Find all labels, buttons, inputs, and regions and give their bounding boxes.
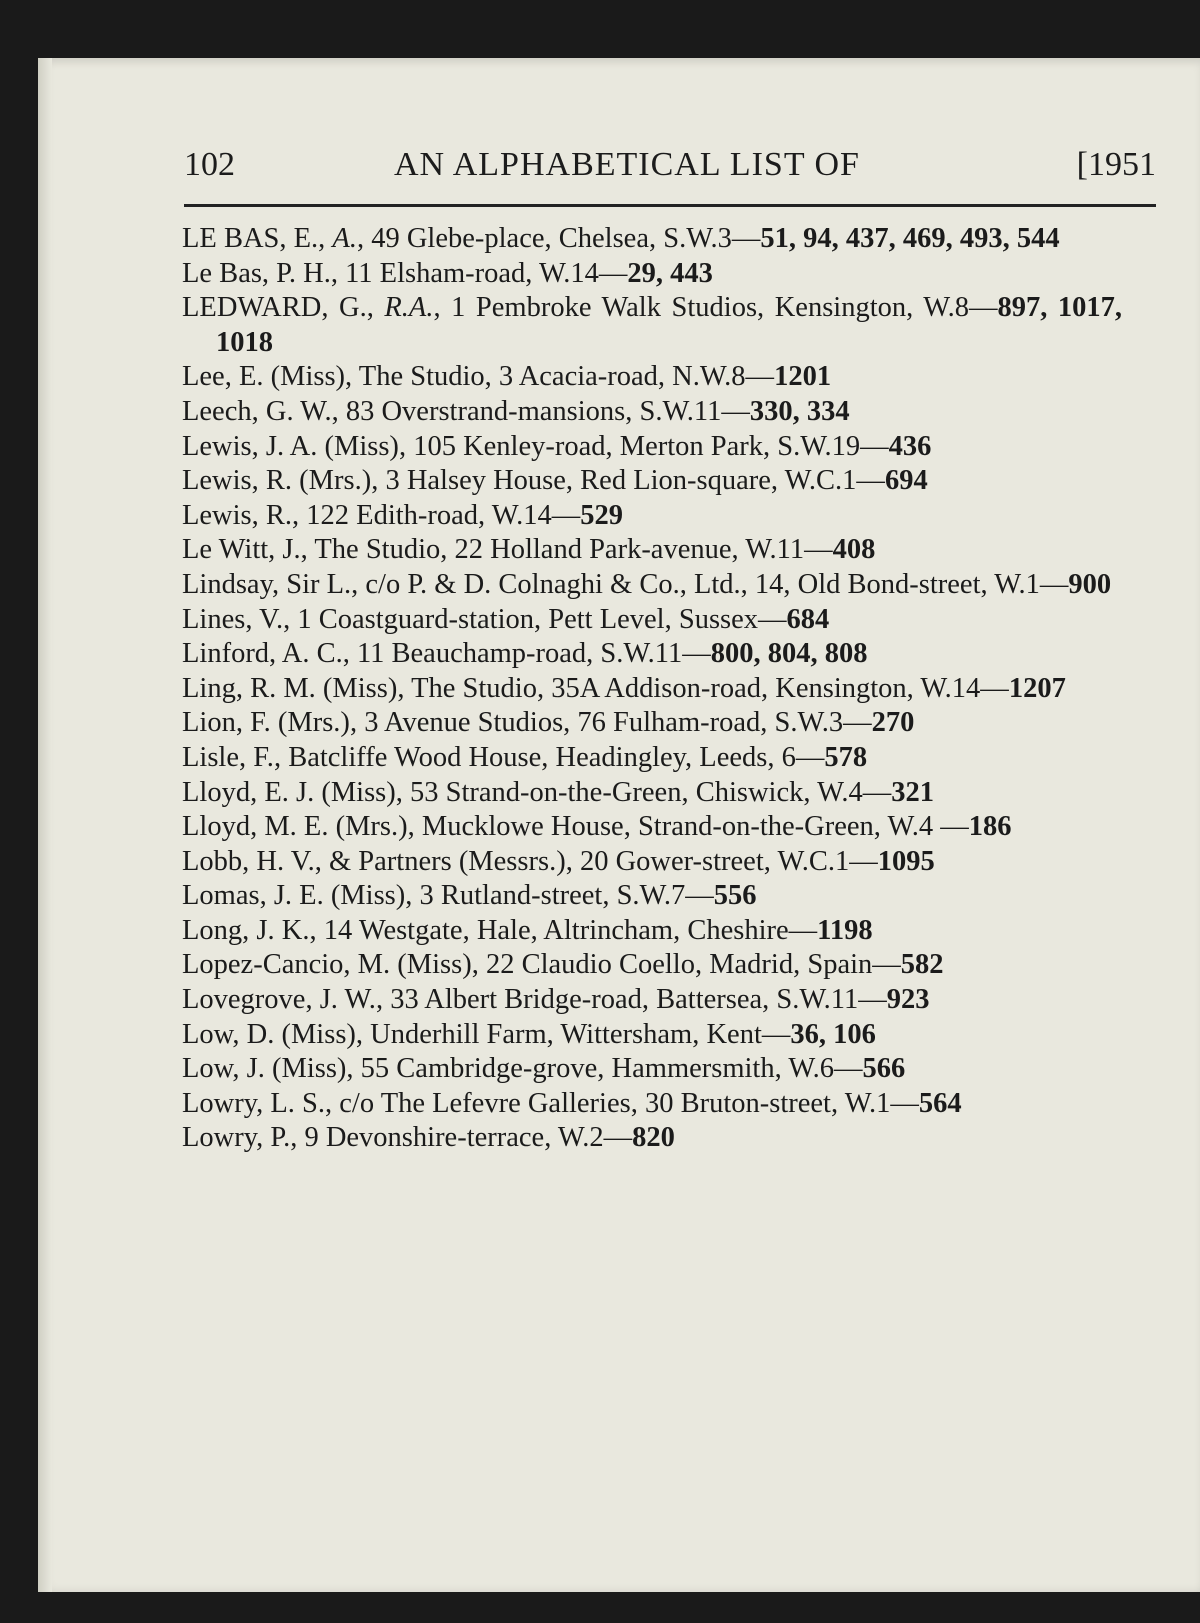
- entry-numbers: 1095: [877, 845, 935, 877]
- list-item: [182, 948, 1122, 983]
- entry-name: Lee, E. (Miss): [182, 361, 346, 393]
- list-item: [182, 672, 1122, 707]
- entry-numbers: 29, 443: [627, 257, 713, 289]
- entry-numbers: 578: [824, 741, 868, 773]
- page-header: [184, 146, 1156, 194]
- entry-address: , 53 Strand-on-the-Green, Chiswick, W.4—: [395, 776, 892, 808]
- list-item: [182, 776, 1122, 811]
- entry-numbers: 186: [968, 811, 1012, 843]
- entry-name: Leech, G. W.: [182, 395, 332, 427]
- entry-numbers: 923: [886, 984, 930, 1016]
- list-item: [182, 914, 1122, 949]
- entry-address: , 1 Pembroke Walk Studios, Kensington, W.8—: [433, 292, 998, 324]
- entry-address: , The Studio, 3 Acacia-road, N.W.8—: [345, 361, 775, 393]
- entry-address: , Underhill Farm, Wittersham, Kent—: [355, 1018, 791, 1050]
- entry-numbers: 408: [832, 534, 876, 566]
- entry-numbers: 1201: [774, 361, 832, 393]
- entry-numbers: 330, 334: [749, 395, 850, 427]
- entry-numbers: 900: [1068, 568, 1112, 600]
- entry-address: , 20 Gower-street, W.C.1—: [565, 845, 878, 877]
- list-item: [182, 568, 1122, 603]
- entry-name: Lisle, F.: [182, 741, 274, 773]
- entry-numbers: 566: [862, 1053, 906, 1085]
- entry-numbers: 270: [871, 707, 915, 739]
- entry-numbers: 321: [891, 776, 935, 808]
- entry-name: Low, J. (Miss): [182, 1053, 347, 1085]
- entry-numbers: 1207: [1008, 672, 1066, 704]
- entry-numbers: 1198: [817, 914, 873, 946]
- entry-address: , 3 Halsey House, Red Lion-square, W.C.1—: [371, 465, 885, 497]
- entry-address: , 11 Elsham-road, W.14—: [330, 257, 628, 289]
- entry-list: [182, 222, 1122, 1156]
- entry-address: , 55 Cambridge-grove, Hammersmith, W.6—: [346, 1053, 863, 1085]
- list-item: [182, 222, 1122, 257]
- page-number: 102: [184, 146, 235, 183]
- entry-name: Lloyd, E. J. (Miss): [182, 776, 396, 808]
- entry-name: Le Witt, J.: [182, 534, 301, 566]
- entry-name: Lowry, L. S.: [182, 1087, 326, 1119]
- entry-address: , The Studio, 35A Addison-road, Kensington, W.14—: [397, 672, 1009, 704]
- entry-address: , c/o The Lefevre Galleries, 30 Bruton-street, W.1—: [325, 1087, 919, 1119]
- entry-name: Le Bas, P. H.: [182, 257, 331, 289]
- list-item: [182, 499, 1122, 534]
- list-item: [182, 430, 1122, 465]
- entry-address: , The Studio, 22 Holland Park-avenue, W.11—: [300, 534, 833, 566]
- entry-numbers: 51, 94, 437, 469, 493, 544: [760, 223, 1060, 254]
- list-item: [182, 464, 1122, 499]
- entry-name: Lovegrove, J. W.: [182, 984, 376, 1016]
- entry-numbers: 556: [713, 880, 757, 912]
- entry-address: , 3 Rutland-street, S.W.7—: [405, 880, 714, 912]
- entry-numbers: 684: [786, 603, 830, 635]
- entry-name: Low, D. (Miss): [182, 1018, 356, 1050]
- entry-address: , 105 Kenley-road, Merton Park, S.W.19—: [398, 430, 889, 462]
- year-label: [1951: [1076, 146, 1156, 183]
- entry-name: Lloyd, M. E. (Mrs.): [182, 811, 408, 843]
- list-item: [182, 1052, 1122, 1087]
- entry-name: Lewis, J. A. (Miss): [182, 430, 399, 462]
- list-item: [182, 395, 1122, 430]
- entry-name: Lobb, H. V., & Partners (Messrs.): [182, 845, 566, 877]
- list-item: [182, 845, 1122, 880]
- entry-name: Lion, F. (Mrs.): [182, 707, 350, 739]
- entry-rank: R.A.: [384, 292, 434, 324]
- running-title: AN ALPHABETICAL LIST OF: [394, 146, 860, 183]
- entry-address: , 1 Coastguard-station, Pett Level, Sussex—: [283, 603, 787, 635]
- list-item: [182, 741, 1122, 776]
- entry-name: Lines, V.: [182, 603, 284, 635]
- list-item: [182, 810, 1122, 845]
- entry-address: , Mucklowe House, Strand-on-the-Green, W.4 —: [407, 811, 969, 843]
- entry-numbers: 36, 106: [790, 1018, 876, 1050]
- entry-name: Lewis, R.: [182, 499, 293, 531]
- list-item: [182, 360, 1122, 395]
- entry-name: Lowry, P.: [182, 1122, 291, 1154]
- entry-numbers: 582: [900, 949, 944, 981]
- list-item: [182, 1018, 1122, 1053]
- entry-name: Linford, A. C.: [182, 638, 343, 670]
- list-item: [182, 879, 1122, 914]
- entry-address: , 11 Beauchamp-road, S.W.11—: [342, 638, 711, 670]
- entry-name: Lewis, R. (Mrs.): [182, 465, 372, 497]
- list-item: [182, 983, 1122, 1018]
- list-item: [182, 291, 1122, 360]
- entry-name: LEDWARD, G.,: [182, 292, 385, 324]
- entry-name: Long, J. K.: [182, 914, 310, 946]
- entry-address: , c/o P. & D. Colnaghi & Co., Ltd., 14, Old Bond-street, W.1—: [351, 568, 1069, 600]
- entry-numbers: 897, 1017, 1018: [216, 292, 1123, 358]
- entry-numbers: 436: [888, 430, 932, 462]
- entry-name: Lomas, J. E. (Miss): [182, 880, 406, 912]
- entry-address: , 14 Westgate, Hale, Altrincham, Cheshire—: [309, 914, 818, 946]
- list-item: [182, 1121, 1122, 1156]
- entry-numbers: 564: [918, 1087, 962, 1119]
- entry-name: Lopez-Cancio, M. (Miss): [182, 949, 472, 981]
- entry-address: , Batcliffe Wood House, Headingley, Leeds, 6—: [273, 741, 825, 773]
- list-item: [182, 603, 1122, 638]
- list-item: [182, 257, 1122, 292]
- list-item: [182, 637, 1122, 672]
- entry-address: , 9 Devonshire-terrace, W.2—: [290, 1122, 633, 1154]
- list-item: [182, 533, 1122, 568]
- entry-address: , 22 Claudio Coello, Madrid, Spain—: [471, 949, 901, 981]
- entry-numbers: 800, 804, 808: [710, 638, 868, 670]
- header-rule: [184, 204, 1156, 207]
- entry-name: Lindsay, Sir L.: [182, 568, 352, 600]
- entry-address: , 122 Edith-road, W.14—: [292, 499, 581, 531]
- entry-numbers: 529: [580, 499, 623, 531]
- list-item: [182, 1087, 1122, 1122]
- entry-address: , 83 Overstrand-mansions, S.W.11—: [331, 395, 750, 427]
- entry-name: Ling, R. M. (Miss): [182, 672, 398, 704]
- entry-address: , 49 Glebe-place, Chelsea, S.W.3—: [356, 223, 761, 254]
- list-item: [182, 706, 1122, 741]
- entry-numbers: 694: [884, 465, 928, 497]
- entry-address: , 3 Avenue Studios, 76 Fulham-road, S.W.3—: [349, 707, 872, 739]
- page-edge: [38, 58, 52, 1592]
- entry-numbers: 820: [632, 1122, 675, 1154]
- entry-name: LE BAS, E.,: [182, 223, 333, 254]
- entry-rank: A.: [332, 223, 357, 254]
- entry-address: , 33 Albert Bridge-road, Battersea, S.W.11—: [375, 984, 887, 1016]
